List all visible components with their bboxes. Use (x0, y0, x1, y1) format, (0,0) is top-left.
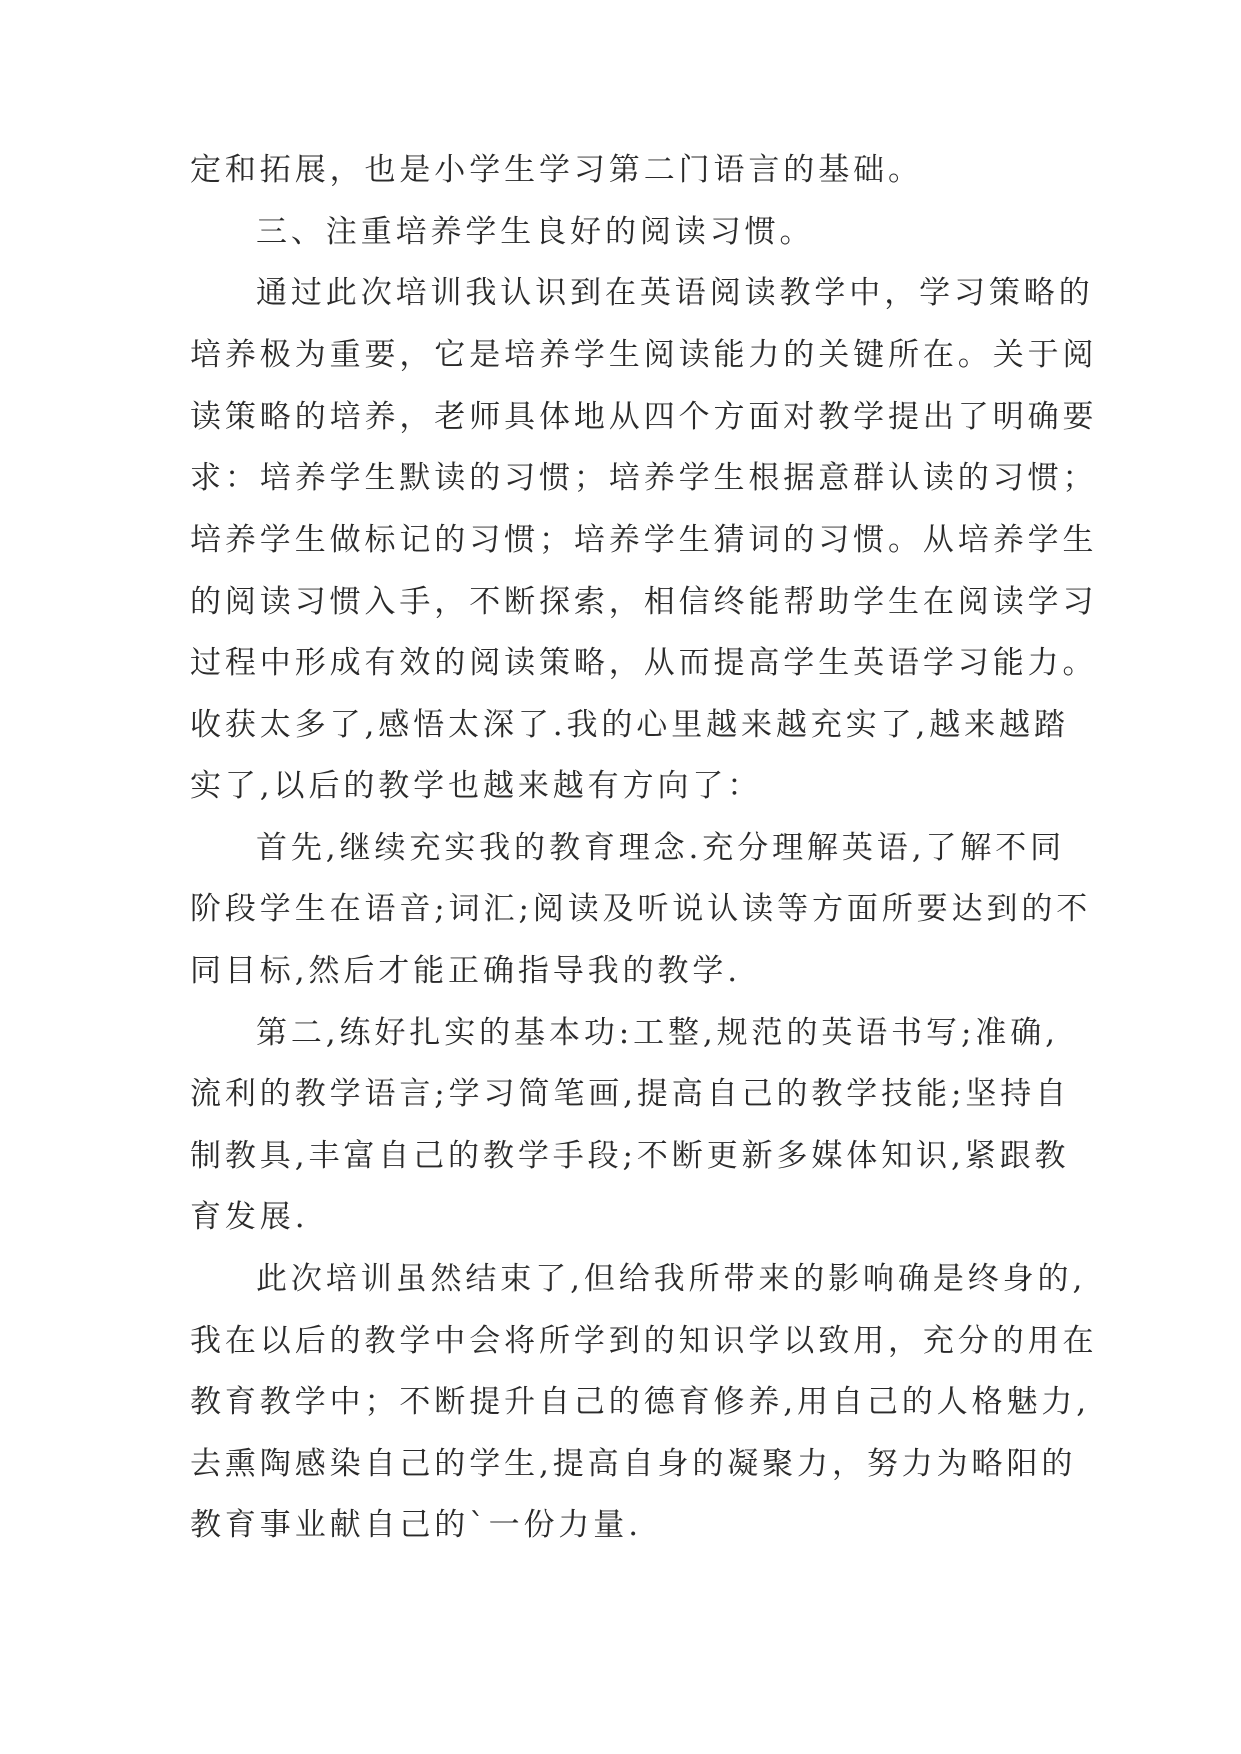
text-line: 培养极为重要，它是培养学生阅读能力的关键所在。关于阅 (190, 337, 1098, 373)
text-line: 过程中形成有效的阅读策略，从而提高学生英语学习能力。 (190, 645, 1098, 681)
text-line: 第二,练好扎实的基本功:工整,规范的英语书写;准确, (256, 1015, 1059, 1051)
text-line: 去熏陶感染自己的学生,提高自身的凝聚力，努力为略阳的 (190, 1446, 1077, 1482)
text-line: 培养学生做标记的习惯；培养学生猜词的习惯。从培养学生 (190, 522, 1098, 558)
text-line: 收获太多了,感悟太深了.我的心里越来越充实了,越来越踏 (190, 707, 1069, 743)
text-line: 同目标,然后才能正确指导我的教学. (190, 953, 742, 989)
text-line: 此次培训虽然结束了,但给我所带来的影响确是终身的, (256, 1261, 1087, 1297)
text-line: 读策略的培养，老师具体地从四个方面对教学提出了明确要 (190, 399, 1098, 435)
text-line: 阶段学生在语音;词汇;阅读及听说认读等方面所要达到的不 (190, 891, 1092, 927)
text-line: 制教具,丰富自己的教学手段;不断更新多媒体知识,紧跟教 (190, 1138, 1070, 1174)
text-line: 求：培养学生默读的习惯；培养学生根据意群认读的习惯； (190, 460, 1098, 496)
text-line: 的阅读习惯入手，不断探索，相信终能帮助学生在阅读学习 (190, 584, 1098, 620)
section-heading: 三、注重培养学生良好的阅读习惯。 (256, 214, 815, 250)
text-line: 我在以后的教学中会将所学到的知识学以致用，充分的用在 (190, 1323, 1098, 1359)
text-line: 实了,以后的教学也越来越有方向了： (190, 768, 763, 804)
text-line: 定和拓展，也是小学生学习第二门语言的基础。 (190, 152, 923, 188)
text-line: 首先,继续充实我的教育理念.充分理解英语,了解不同 (256, 830, 1066, 866)
text-line: 流利的教学语言;学习简笔画,提高自己的教学技能;坚持自 (190, 1076, 1071, 1112)
text-line: 育发展. (190, 1199, 309, 1235)
text-line: 通过此次培训我认识到在英语阅读教学中，学习策略的 (256, 275, 1094, 311)
text-line: 教育教学中；不断提升自己的德育修养,用自己的人格魅力, (190, 1384, 1091, 1420)
text-line: 教育事业献自己的`一份力量. (190, 1507, 642, 1543)
